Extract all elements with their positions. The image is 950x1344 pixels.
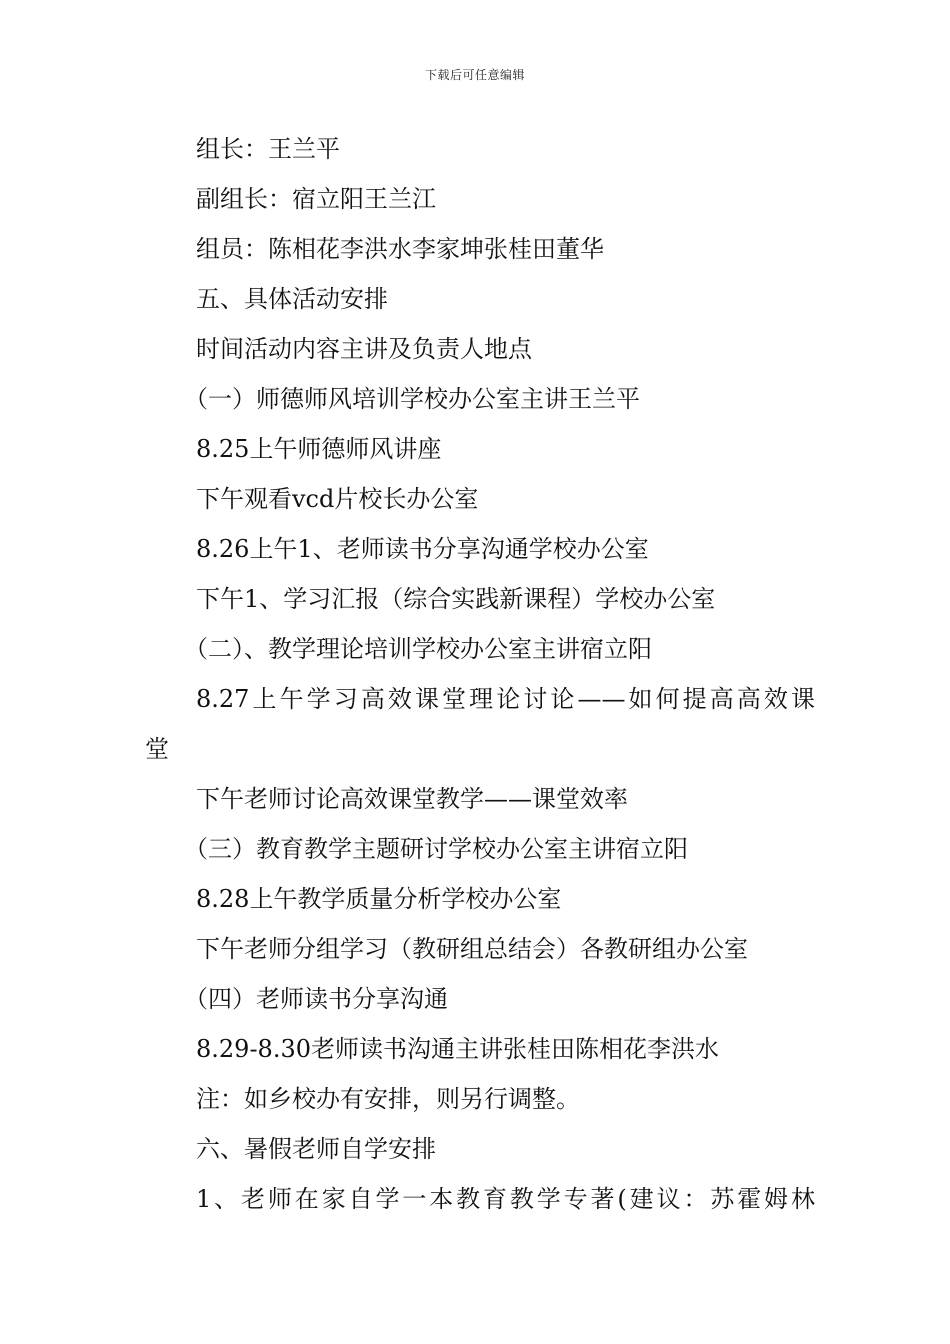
text-line-table-header: 时间活动内容主讲及负责人地点 xyxy=(196,335,532,363)
subsection-heading-4: （四）老师读书分享沟通 xyxy=(184,985,448,1013)
text-line-schedule: 下午老师讨论高效课堂教学——课堂效率 xyxy=(196,785,628,813)
text-line-schedule: 下午1、学习汇报（综合实践新课程）学校办公室 xyxy=(196,585,716,613)
text-line-group-leader: 组长：王兰平 xyxy=(196,135,340,163)
page-header: 下载后可任意编辑 xyxy=(424,68,525,82)
subsection-heading-2: （二）、教学理论培训学校办公室主讲宿立阳 xyxy=(184,635,652,663)
text-line-note: 注：如乡校办有安排，则另行调整。 xyxy=(196,1085,580,1113)
text-line-schedule: 下午观看vcd片校长办公室 xyxy=(196,485,479,513)
text-line-continuation: 堂 xyxy=(145,735,169,763)
subsection-heading-1: （一）师德师风培训学校办公室主讲王兰平 xyxy=(184,385,640,413)
text-line-schedule: 8.28上午教学质量分析学校办公室 xyxy=(196,885,562,913)
text-line-schedule: 8.29-8.30老师读书沟通主讲张桂田陈相花李洪水 xyxy=(196,1035,719,1063)
text-line-schedule: 8.25上午师德师风讲座 xyxy=(196,435,442,463)
text-line-schedule: 8.26上午1、老师读书分享沟通学校办公室 xyxy=(196,535,649,563)
document-body xyxy=(145,124,815,1224)
section-heading-6: 六、暑假老师自学安排 xyxy=(196,1135,436,1163)
section-heading-5: 五、具体活动安排 xyxy=(196,285,388,313)
text-line-schedule: 下午老师分组学习（教研组总结会）各教研组办公室 xyxy=(196,935,748,963)
text-line-self-study: 1、老师在家自学一本教育教学专著(建议：苏霍姆林 xyxy=(196,1185,815,1213)
text-line-schedule: 8.27上午学习高效课堂理论讨论——如何提高高效课 xyxy=(196,685,815,713)
subsection-heading-3: （三）教育教学主题研讨学校办公室主讲宿立阳 xyxy=(184,835,688,863)
text-line-deputy-leader: 副组长：宿立阳王兰江 xyxy=(196,185,436,213)
text-line-members: 组员：陈相花李洪水李家坤张桂田董华 xyxy=(196,235,604,263)
